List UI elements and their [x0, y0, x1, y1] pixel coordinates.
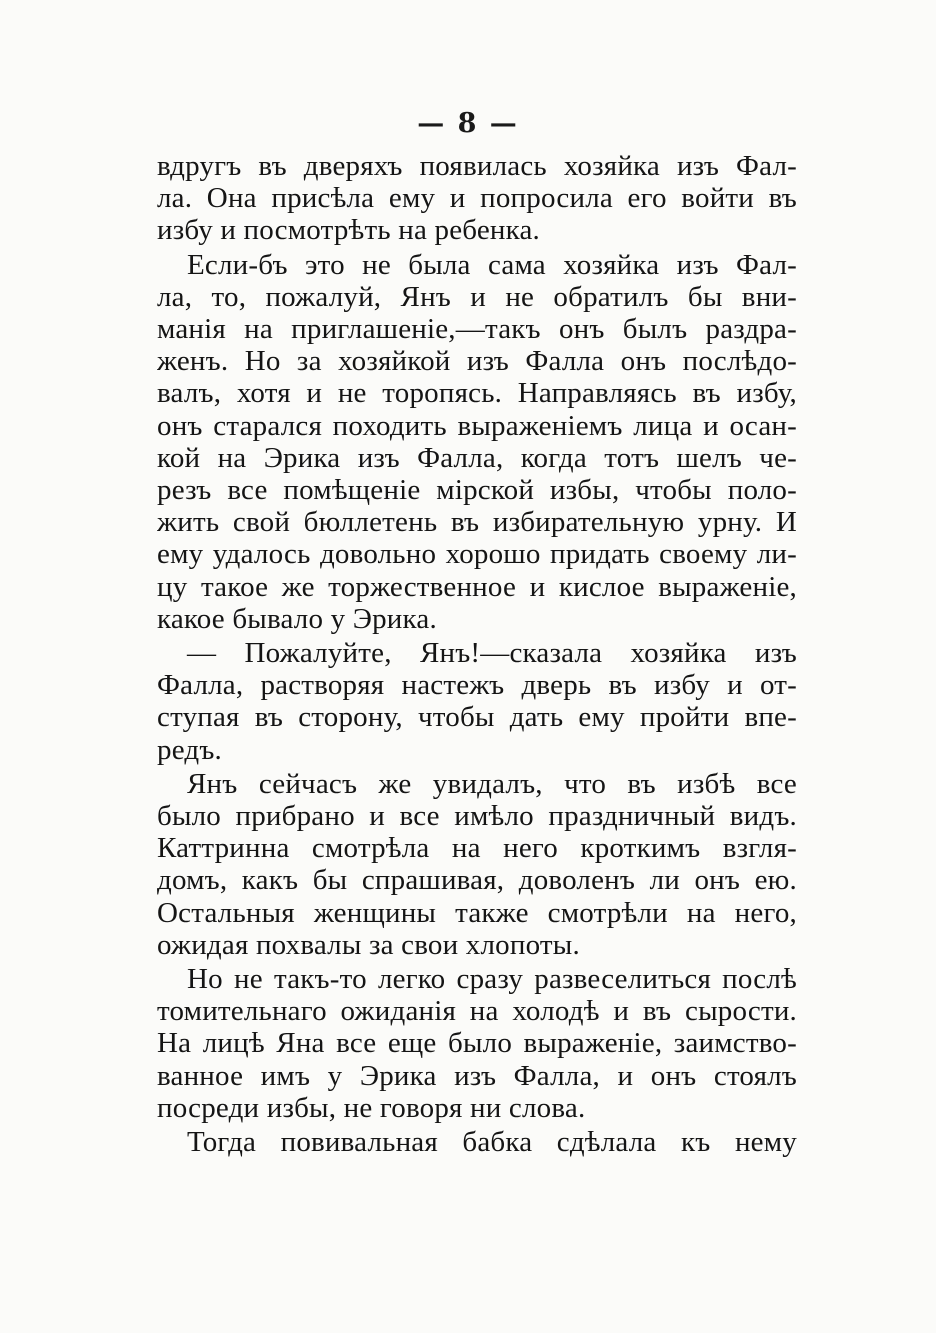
- text-line: женъ. Но за хозяйкой изъ Фалла онъ послѣдо-: [157, 345, 797, 378]
- text-line: избу и посмотрѣть на ребенка.: [157, 214, 540, 247]
- text-line: ванное имъ у Эрика изъ Фалла, и онъ стоялъ: [157, 1059, 797, 1092]
- text-line: резъ все помѣщеніе мірской избы, чтобы поло-: [157, 474, 797, 507]
- text-line: ему удалось довольно хорошо придать своему ли-: [157, 538, 797, 571]
- text-line: вдругъ въ дверяхъ появилась хозяйка изъ Фал-: [157, 150, 797, 182]
- page-number: — 8 —: [417, 108, 519, 139]
- text-line: было прибрано и все имѣло праздничный видъ.: [157, 800, 797, 833]
- text-line: редъ.: [157, 733, 222, 766]
- text-line: томительнаго ожиданія на холодѣ и въ сырости.: [157, 995, 797, 1028]
- paragraph: [157, 963, 797, 1124]
- text-line: домъ, какъ бы спрашивая, доволенъ ли онъ ею.: [157, 864, 797, 897]
- body-text: [157, 150, 797, 1158]
- text-line: Фалла, растворяя настежъ дверь въ избу и от-: [157, 669, 797, 702]
- text-line: ла. Она присѣла ему и попросила его войти въ: [157, 182, 797, 215]
- text-line: онъ старался походить выраженіемъ лица и осан-: [157, 409, 797, 442]
- text-line: Если-бъ это не была сама хозяйка изъ Фал-: [187, 248, 797, 281]
- paragraph: [157, 249, 797, 635]
- text-line: — Пожалуйте, Янъ!—сказала хозяйка изъ: [187, 637, 797, 670]
- text-line: манія на приглашеніе,—такъ онъ былъ раздра-: [157, 313, 797, 346]
- text-line: посреди избы, не говоря ни слова.: [157, 1091, 586, 1124]
- text-line: ожидая похвалы за свои хлопоты.: [157, 928, 580, 961]
- text-line: Янъ сейчасъ же увидалъ, что въ избѣ все: [187, 767, 797, 800]
- text-line: ла, то, пожалуй, Янъ и не обратилъ бы вни-: [157, 280, 797, 313]
- text-line: валъ, хотя и не торопясь. Направляясь въ избу,: [157, 377, 797, 410]
- text-line: Остальныя женщины также смотрѣли на него,: [157, 896, 797, 929]
- text-line: Каттринна смотрѣла на него кроткимъ взгля-: [157, 832, 797, 865]
- text-line: какое бывало у Эрика.: [157, 602, 437, 635]
- paragraph: [157, 1126, 797, 1158]
- text-line: ступая въ сторону, чтобы дать ему пройти впе-: [157, 701, 797, 734]
- paragraph: [157, 150, 797, 247]
- paragraph: [157, 768, 797, 961]
- text-line: кой на Эрика изъ Фалла, когда тотъ шелъ че-: [157, 441, 797, 474]
- text-line: цу такое же торжественное и кислое выраженіе,: [157, 570, 797, 603]
- text-line: Но не такъ-то легко сразу развеселиться послѣ: [187, 963, 797, 996]
- text-line: Тогда повивальная бабка сдѣлала къ нему: [187, 1126, 797, 1159]
- text-line: жить свой бюллетень въ избирательную урну. И: [157, 506, 797, 539]
- text-line: На лицѣ Яна все еще было выраженіе, заимство-: [157, 1027, 797, 1060]
- paragraph: [157, 637, 797, 766]
